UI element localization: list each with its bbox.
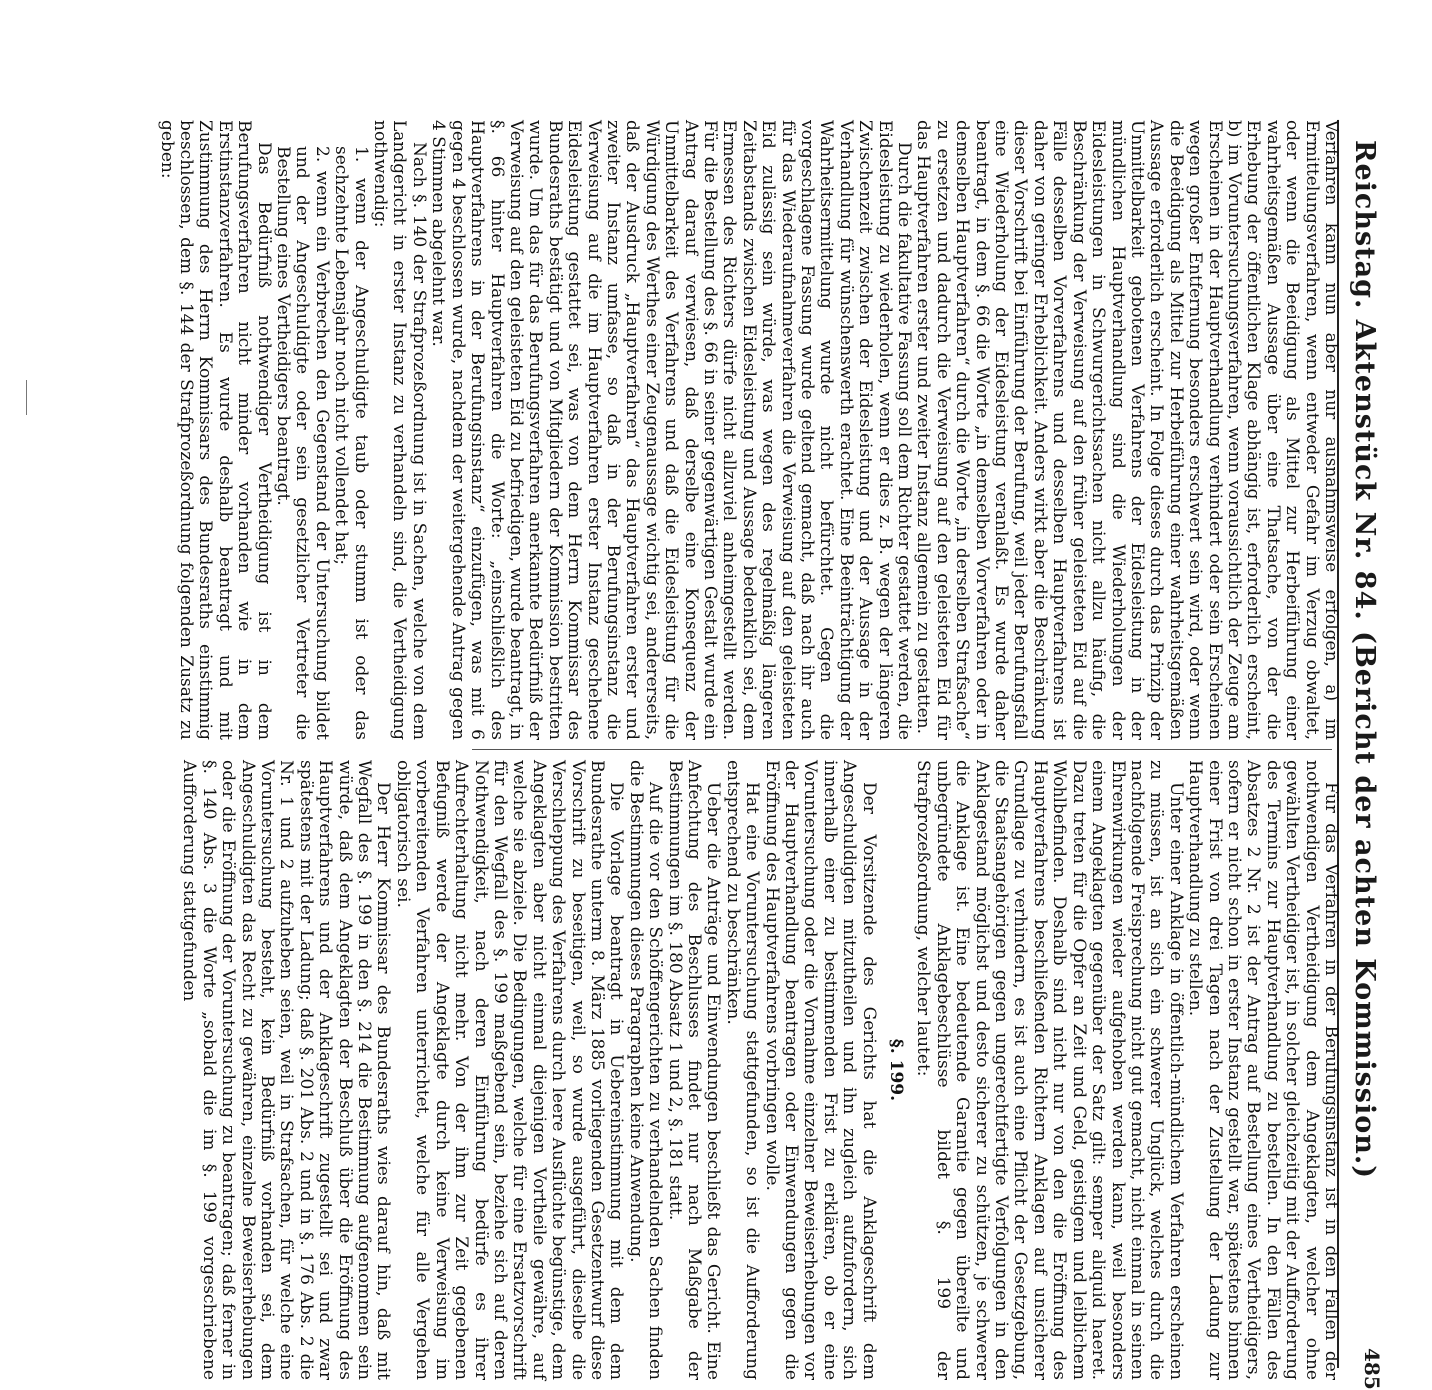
paragraph: Nach §. 140 der Strafprozeßordnung ist in Sachen, welche von dem Landgericht in erster Instanz zu verhandeln sind, die Vertheidigung nothwendig: [370, 120, 429, 740]
paragraph: Die Vorlage beantragt in Uebereinstimmung mit dem dem Bundesrathe unterm 8. März 1885 vorliegenden Gesetzentwurf diese Vorschrift zu beseitigen, weil, so wurde ausgeführt, dieselbe die Verschleppung des Verfahrens durch leere Ausflüchte begünstige, dem Angeklagten aber nicht einmal diejenigen Vortheile gewähre, auf welche sie abziele. Die Bedingungen, welche für eine Ersatzvorschrift für den Wegfall des §. 199 maßgebend sein, beziehe sich auf deren Nothwendigkeit, nach deren Einführung bedürfe es ihrer Aufrechterhaltung nicht mehr. Von der ihm zur Zeit gegebenen Befugniß werde der Angeklagte durch keine Verweisung im vorbereitenden Verfahren unterrichtet, welche für alle Vergehen obligatorisch sei. [392, 760, 627, 1380]
page-header [1349, 0, 1432, 1390]
list-item: 2. wenn ein Verbrechen den Gegenstand der Untersuchung bildet und der Angeschuldigte oder sein gesetzlicher Vertreter die Bestellung eines Vertheidigers beantragt. [273, 146, 332, 740]
paragraph: Das Bedürfniß nothwendiger Vertheidigung ist in dem Berufungsverfahren nicht minder vorhanden wie in dem Erstinstanzverfahren. Es wurde deshalb beantragt und mit Zustimmung des Herrn Kommissars des Bundesraths einstimmig beschlossen, dem §. 144 der Strafprozeßordnung folgenden Zusatz zu geben: [156, 120, 274, 740]
list-item: 1. wenn der Angeschuldigte taub oder stumm ist oder das sechzehnte Lebensjahr noch nicht vollendet hat; [331, 146, 371, 740]
paragraph: Ueber die Anträge und Einwendungen beschließt das Gericht. Eine Anfechtung des Beschlusses findet nur nach Maßgabe der Bestimmungen im §. 180 Absatz 1 und 2, §. 181 statt. [664, 760, 724, 1380]
page-footer [0, 0, 32, 1000]
section-heading: §. 199. [886, 1038, 907, 1102]
paragraph: Hat eine Voruntersuchung stattgefunden, so ist die Aufforderung entsprechend zu beschränken. [722, 760, 763, 1380]
paragraph: Für das Verfahren in der Berufungsinstanz ist in den Fällen der nothwendigen Vertheidigung dem Angeklagten, welcher ohne gewählten Vertheidiger ist, in solcher gleichzeitig mit der Aufforderung des Termins zur Hauptverhandlung zu bestellen. In den Fällen des Absatzes 2 Nr. 2 ist der Antrag auf Bestellung eines Vertheidigers, sofern er nicht schon in erster Instanz gestellt war, spätestens binnen einer Frist von drei Tagen nach der Zustellung der Ladung zur Hauptverhandlung zu stellen. [1185, 760, 1341, 1380]
running-title: Reichstag. Aktenstück Nr. 84. (Bericht der achten Kommission.) [1349, 140, 1380, 1180]
page-number: 485 [1360, 1348, 1384, 1390]
paragraph: Verfahren kann nun aber nur ausnahmsweise erfolgen, a) im Ermittelungsverfahren, wenn entweder Gefahr im Verzug obwaltet, oder wenn die Beeidigung als Mittel zur Herbeiführung einer wahrheitsgemäßen Aussage über eine Thatsache, von der die Erhebung der öffentlichen Klage abhängig ist, erforderlich erscheint, b) im Voruntersuchungsverfahren, wenn voraussichtlich der Zeuge am Erscheinen in der Hauptverhandlung verhindert oder sein Erscheinen wegen großer Entfernung besonders erschwert sein wird, oder wenn die Beeidigung als Mittel zur Herbeiführung einer wahrheitsgemäßen Aussage erforderlich erscheint. In Folge dieses durch das Prinzip der Unmittelbarkeit gebotenen Verfahrens der Eidesleistung in der mündlichen Hauptverhandlung sind die Wiederholungen der Eidesleistungen in Schwurgerichtssachen nicht allzu häufig, die Beschränkung der Verweisung auf den früher geleisteten Eid auf die Fälle desselben Vorverfahrens und desselben Hauptverfahrens ist daher von geringer Erheblichkeit. Anders wirkt aber die Beschränkung dieser Vorschrift bei Einführung der Berufung, weil jeder Berufungsfall eine Wiederholung der Eidesleistung veranlaßt. Es wurde daher beantragt, in dem §. 66 die Worte „in demselben Vorverfahren oder in demselben Hauptverfahren“ durch die Worte „in derselben Strafsache“ zu ersetzen und dadurch die Verweisung auf den geleisteten Eid für das Hauptverfahren erster und zweiter Instanz allgemein zu gestatten. [913, 120, 1341, 740]
left-column [156, 120, 1341, 740]
paragraph: Der Vorsitzende des Gerichts hat die Anklageschrift dem Angeschuldigten mitzutheilen und ihn zugleich aufzufordern, sich innerhalb einer zu bestimmenden Frist zu erklären, ob er eine Voruntersuchung oder die Vornahme einzelner Beweiserhebungen vor der Hauptverhandlung beantragen oder Einwendungen gegen die Eröffnung des Hauptverfahrens vorbringen wolle. [761, 760, 879, 1380]
paragraph: Der Herr Kommissar des Bundesraths wies darauf hin, daß mit Wegfall des §. 199 in den §. 214 die Bestimmung aufgenommen sein würde, daß dem Angeklagten der Beschluß über die Eröffnung des Hauptverfahrens und der Anklageschrift zugestellt sei und zwar spätestens mit der Ladung; daß §. 201 Abs. 2 und in §. 176 Abs. 2 die Nr. 1 und 2 aufzuheben seien, weil in Strafsachen, für welche eine Voruntersuchung besteht, kein Bedürfniß vorhanden sei, dem Angeschuldigten das Recht zu gewähren, einzelne Beweiserhebungen oder die Eröffnung der Voruntersuchung zu beantragen; daß ferner in §. 140 Abs. 3 die Worte „sobald die im §. 199 vorgeschriebene Aufforderung stattgefunden [179, 760, 394, 1380]
column-divider [472, 749, 1332, 750]
paragraph: Durch die fakultative Fassung soll dem Richter gestattet werden, die Eidesleistung zu wiederholen, wenn er dies z. B. wegen der längeren Zwischenzeit zwischen der Eidesleistung und der Aussage in der Verhandlung für wünschenswerth erachtet. Eine Beeinträchtigung der Wahrheitsermittelung wurde nicht befürchtet. Gegen die vorgeschlagene Fassung wurde geltend gemacht, daß nach ihr auch für das Wiederaufnahmeverfahren die Verweisung auf den geleisteten Eid zulässig sein würde, was wegen des regelmäßig längeren Zeitabstands zwischen Eidesleistung und Aussage bedenklich sei, dem Ermessen des Richters dürfe nicht allzuviel anheimgestellt werden. Für die Bestellung des §. 66 in seiner gegenwärtigen Gestalt wurde ein Antrag darauf verwiesen, daß derselbe eine Konsequenz der Unmittelbarkeit des Verfahrens und daß die Eidesleistung für die Würdigung des Werthes einer Zeugenaussage wichtig sei, andererseits, daß der Ausdruck „Hauptverfahren“ das Hauptverfahren erster und zweiter Instanz umfasse, so daß in der Berufungsinstanz die Verweisung auf die im Hauptverfahren erster Instanz geschehene Eidesleistung gestattet sei, was von dem Herrn Kommissar des Bundesraths bestätigt und von Mitgliedern der Kommission bestritten wurde. Um das für das Berufungsverfahren anerkannte Bedürfniß der Verweisung auf den geleisteten Eid zu befriedigen, wurde beantragt, in §. 66 hinter Hauptverfahren die Worte: „einschließlich des Hauptverfahrens in der Berufungsinstanz“ einzufügen, was mit 6 gegen 4 beschlossen wurde, nachdem der weitergehende Antrag gegen 4 Stimmen abgelehnt war. [428, 120, 915, 740]
paragraph: Unter einer Anklage in öffentlich-mündlichem Verfahren erscheinen zu müssen, ist an sich ein schwerer Unglück, welches durch die nachfolgende Freisprechung nicht gut gemacht, nicht einmal in seinen Ehrenwirkungen wieder aufgehoben werden kann, weil besonders einem Angeklagten gegenüber der Satz gilt: semper aliquid haeret. Dazu treten für die Opfer an Zeit und Geld, geistigem und leiblichem Wohlbefinden. Deshalb sind nicht nur von den die Eröffnung des Hauptverfahrens beschließenden Richtern Anklagen auf unsicherer Grundlage zu verhindern, es ist auch eine Pflicht der Gesetzgebung, die Staatsangehörigen gegen ungerechtfertigte Verfolgungen in den Anklagestand möglichst und desto sicherer zu schützen, je schwerer die Anklage ist. Eine bedeutende Garantie gegen übereilte und unbegründete Anklagebeschlüsse bildet §. 199 der Strafprozeßordnung, welcher lautet: [913, 760, 1186, 1380]
right-column [179, 760, 1341, 1380]
paragraph: Auf die vor den Schöffengerichten zu verhandelnden Sachen finden die Bestimmungen dieses Paragraphen keine Anwendung. [625, 760, 666, 1380]
